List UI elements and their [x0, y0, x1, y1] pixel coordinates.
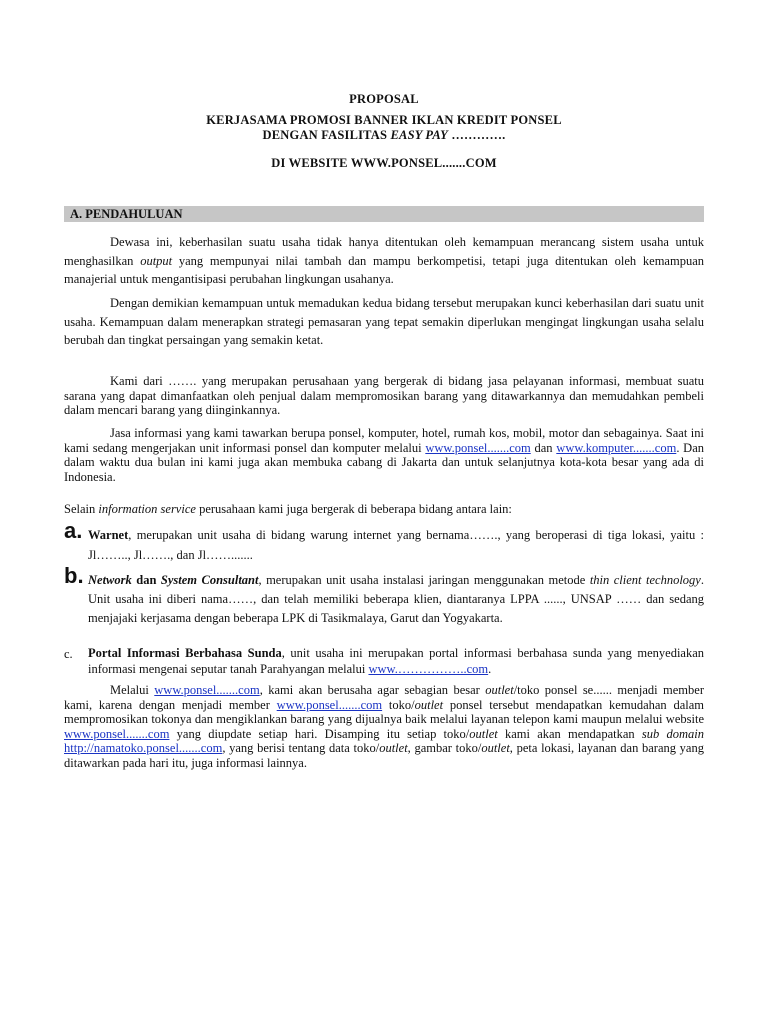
- p4-text-b: dan: [530, 440, 557, 455]
- title-kerjasama: KERJASAMA PROMOSI BANNER IKLAN KREDIT PONSEL: [206, 113, 562, 127]
- item-b-bold1: Network: [88, 573, 132, 587]
- p6-g: kami akan mendapatkan: [497, 726, 642, 741]
- list-item-a: [64, 520, 704, 566]
- link-komputer[interactable]: www.komputer.......com: [556, 440, 677, 455]
- item-b-bold2: System Consultant: [160, 573, 259, 587]
- p6-i1: outlet: [485, 683, 514, 697]
- paragraph-1: [64, 233, 704, 289]
- p1-text-b: yang mempunyai nilai tambah dan mampu berkompetisi, tetapi juga ditentukan oleh kemampuan manajerial untuk mengantisipasi perubahan lingkungan usahanya.: [64, 253, 704, 286]
- paragraph-2: Dengan demikian kemampuan untuk memadukan kedua bidang tersebut merupakan kunci keberhasilan dari suatu unit usaha. Kemampuan dalam menerapkan strategi pemasaran yang tepat semakin diperlukan mengingat lingkungan usaha selalu berubah dan tingkat persaingan yang semakin ketat.: [64, 296, 704, 347]
- paragraph-4: [64, 426, 704, 484]
- paragraph-3: Kami dari ……. yang merupakan perusahaan yang bergerak di bidang jasa pelayanan informasi, membuat suatu sarana yang dapat dimanfaatkan oleh penjual dalam mempromosikan barang yang ditawarkannya dan memudahkan pembeli dalam mencari barang yang diinginkannya.: [64, 374, 704, 417]
- title-fasilitas-italic: EASY PAY: [390, 128, 449, 142]
- p1-text-a: Dewasa ini, keberhasilan suatu usaha tidak hanya ditentukan oleh kemampuan merancang sistem usaha untuk menghasilkan: [64, 235, 704, 268]
- link-ponsel-3[interactable]: www.ponsel.......com: [276, 697, 383, 712]
- link-ponsel-2[interactable]: www.ponsel.......com: [154, 683, 260, 697]
- p6-d: toko/: [382, 697, 415, 712]
- p5-italic: information service: [98, 502, 196, 516]
- paragraph-5: [64, 502, 704, 517]
- list-item-b: [64, 565, 704, 645]
- p5-text-a: Selain: [64, 502, 99, 516]
- list-item-a-body: [88, 525, 704, 565]
- p6-l: , peta lokasi, layanan dan barang yang ditawarkan pada hari itu, juga informasi lainnya.: [64, 741, 704, 770]
- link-ponsel-4[interactable]: www.ponsel.......com: [64, 726, 170, 741]
- list-item-b-body: [88, 571, 704, 628]
- title-website: DI WEBSITE WWW.PONSEL.......COM: [271, 156, 497, 170]
- p6-a: Melalui: [110, 683, 155, 697]
- list-item-c-body: [88, 646, 704, 677]
- item-a-text: , merupakan unit usaha di bidang warung internet yang bernama……., yang beroperasi di tiga lokasi, yaitu : Jl…….., Jl……., dan Jl…….......: [88, 528, 704, 562]
- p4-text-a: Jasa informasi yang kami tawarkan berupa ponsel, komputer, hotel, rumah kos, mobil, motor dan sebagainya. Saat ini kami sedang mengerjakan unit informasi ponsel dan komputer melalui: [64, 426, 704, 455]
- item-b-mid: dan: [131, 573, 161, 587]
- list-marker-a: a.: [64, 518, 83, 543]
- section-heading-pendahuluan: A. PENDAHULUAN: [64, 206, 704, 222]
- p6-i3: outlet: [469, 726, 498, 741]
- p6-i5: outlet: [379, 741, 408, 755]
- item-c-text: , unit usaha ini merupakan portal informasi berbahasa sunda yang menyediakan informasi mengenai seputar tanah Parahyangan melalui: [88, 646, 705, 676]
- p6-c: /toko ponsel se...... menjadi member kami, karena dengan menjadi member: [64, 683, 704, 712]
- list-item-c: [64, 646, 704, 678]
- title-fasilitas-suffix: ………….: [448, 128, 506, 142]
- paragraph-6: [64, 683, 704, 770]
- p6-i2: outlet: [414, 697, 444, 712]
- p6-i6: outlet: [481, 741, 510, 755]
- title-fasilitas-prefix: DENGAN FASILITAS: [262, 128, 391, 142]
- link-namatoko[interactable]: http://namatoko.ponsel.......com: [64, 741, 223, 755]
- title-fasilitas: [0, 128, 768, 143]
- p6-e: ponsel tersebut mendapatkan kemudahan dalam mempromosikan tokonya dan mengiklankan barang yang dijualnya baik melalui layanan telepon kami maupun melalui website: [64, 697, 704, 726]
- title-proposal: PROPOSAL: [349, 92, 419, 106]
- item-c-bold: Portal Informasi Berbahasa Sunda: [88, 646, 282, 660]
- p6-j: , yang berisi tentang data toko/: [222, 741, 380, 755]
- p6-k: , gambar toko/: [407, 741, 482, 755]
- p1-italic: output: [140, 253, 173, 268]
- list-marker-b: b.: [64, 563, 84, 588]
- link-ponsel[interactable]: www.ponsel.......com: [425, 440, 531, 455]
- p6-f: yang diupdate setiap hari. Disamping itu setiap toko/: [169, 726, 470, 741]
- item-a-bold: Warnet: [88, 528, 129, 542]
- p5-text-b: perusahaan kami juga bergerak di beberapa bidang antara lain:: [195, 502, 512, 516]
- item-b-italic: thin client technology: [589, 573, 701, 587]
- list-marker-c: c.: [64, 647, 73, 661]
- item-c-end: .: [488, 661, 492, 676]
- item-b-text1: , merupakan unit usaha instalasi jaringan menggunakan metode: [258, 573, 590, 587]
- item-b-text2: . Unit usaha ini diberi nama……, dan telah memiliki beberapa klien, diantaranya LPPA ......, UNSAP …… dan sedang menjajaki kerjasama dengan beberapa LPK di Tasikmalaya, Garut dan Yogyakarta.: [88, 573, 704, 625]
- link-portal-sunda[interactable]: www.……………..com: [368, 661, 489, 676]
- p6-i4: sub domain: [641, 726, 704, 741]
- p4-text-c: . Dan dalam waktu dua bulan ini kami juga akan membuka cabang di Jakarta dan untuk selanjutnya kota-kota besar yang ada di Indonesia.: [64, 440, 704, 484]
- p6-b: , kami akan berusaha agar sebagian besar: [259, 683, 486, 697]
